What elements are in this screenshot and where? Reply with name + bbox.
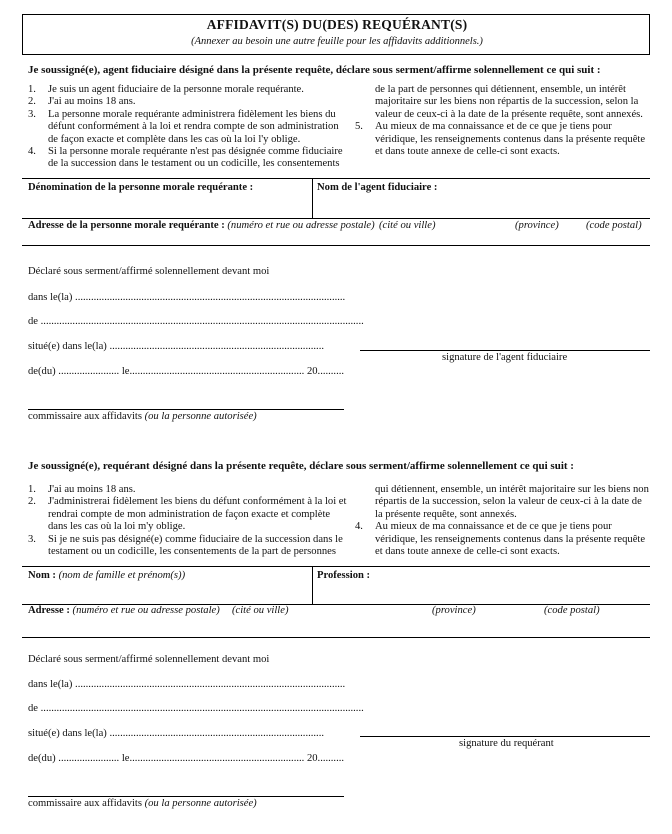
divider [22,245,650,246]
list-item: 3. La personne morale requérante administrera fidèlement les biens du défunt conformément à la loi et rendra compte de son administration de façon exacte et complète dans les cas où la loi l'y oblige. [28,108,339,145]
city-label: (cité ou ville) [232,605,289,616]
agent-name-field[interactable]: Nom de l'agent fiduciaire : [317,182,438,193]
sworn-before-label: Déclaré sous serment/affirmé solennellement devant moi [28,654,270,665]
list-item: 4. Au mieux de ma connaissance et de ce que je tiens pour véridique, les renseignements contenus dans la présente requête et dans toute annexe de celle-ci sont exacts. [355,521,646,558]
place-field[interactable]: dans le(la) ...................................................................................................... [28,679,346,690]
commissioner-label: commissaire aux affidavits (ou la personne autorisée) [28,411,257,422]
section1-left-column [28,84,350,171]
postal-code-label: (code postal) [544,605,600,616]
form-title: AFFIDAVIT(S) DU(DES) REQUÉRANT(S) [206,17,468,32]
list-item: qui détiennent, ensemble, un intérêt majoritaire sur les biens non répartis de la succession, selon la valeur de ceux-ci à la date de la présente requête, sont annexés. [375,484,649,520]
profession-field[interactable]: Profession : [317,570,371,581]
commissioner-signature-line[interactable] [28,409,344,410]
commissioner-signature-line[interactable] [28,796,344,797]
list-item: 1. Je suis un agent fiduciaire de la personne morale requérante. [28,84,304,95]
corp-address-field[interactable]: Adresse de la personne morale requérante : (numéro et rue ou adresse postale) [28,220,375,231]
applicant-address-field[interactable]: Adresse : (numéro et rue ou adresse postale) [28,605,220,616]
city-label: (cité ou ville) [379,220,436,231]
located-in-field[interactable]: situé(e) dans le(la) ................................................................................. [28,341,324,352]
divider [22,218,650,219]
signature-line[interactable] [360,350,650,351]
list-item: 1. J'ai au moins 18 ans. [28,484,136,495]
corp-name-field[interactable]: Dénomination de la personne morale requérante : [28,182,254,193]
province-label: (province) [515,220,559,231]
form-title-box [22,14,650,55]
divider [312,178,313,218]
list-item: 2. J'ai au moins 18 ans. [28,96,136,108]
divider [22,566,650,567]
section1-declaration: Je soussigné(e), agent fiduciaire désigné dans la présente requête, déclare sous serment/affirme solennellement ce qui suit : [28,64,601,76]
postal-code-label: (code postal) [586,220,642,231]
divider [312,566,313,604]
list-item: 5. Au mieux de ma connaissance et de ce que je tiens pour véridique, les renseignements contenus dans la présente requête et dans toute annexe de celle-ci sont exacts. [355,121,646,158]
place-field[interactable]: dans le(la) ...................................................................................................... [28,292,346,303]
of-field[interactable]: de .......................................................................................................................... [28,703,364,714]
province-label: (province) [432,605,476,616]
form-subtitle: (Annexer au besoin une autre feuille pour les affidavits additionnels.) [191,36,483,47]
list-item: 4. Si la personne morale requérante n'est pas désignée comme fiduciaire de la succession dans le testament ou un codicille, les consentements [28,146,343,170]
signature-line[interactable] [360,736,650,737]
section2-declaration: Je soussigné(e), requérant désigné dans la présente requête, déclare sous serment/affirme solennellement ce qui suit : [28,460,574,472]
of-field[interactable]: de .......................................................................................................................... [28,316,364,327]
commissioner-label: commissaire aux affidavits (ou la personne autorisée) [28,798,257,809]
section2-left-column [28,484,350,558]
section2-right-column [355,484,649,558]
list-item: 2. J'administrerai fidèlement les biens du défunt conformément à la loi et rendrai compte de mon administration de façon exacte et complète dans les cas où la loi m'y oblige. [28,496,347,533]
date-field[interactable]: de(du) ....................... le.................................................................. 20.......... [28,753,345,764]
signature-label: signature du requérant [459,738,554,749]
divider [22,178,650,179]
date-field[interactable]: de(du) ....................... le.................................................................. 20.......... [28,366,345,377]
section1-right-column [355,84,649,158]
located-in-field[interactable]: situé(e) dans le(la) ................................................................................. [28,728,324,739]
divider [22,637,650,638]
signature-label: signature de l'agent fiduciaire [442,352,568,363]
list-item: 3. Si je ne suis pas désigné(e) comme fiduciaire de la succession dans le testament ou un codicille, les consentements de la part de personnes [28,533,343,558]
list-item: de la part de personnes qui détiennent, ensemble, un intérêt majoritaire sur les biens non répartis de la succession, selon la valeur de ceux-ci à la date de la présente requête, sont annexés. [375,84,643,120]
applicant-name-field[interactable]: Nom : (nom de famille et prénom(s)) [28,570,186,581]
sworn-before-label: Déclaré sous serment/affirmé solennellement devant moi [28,266,270,277]
